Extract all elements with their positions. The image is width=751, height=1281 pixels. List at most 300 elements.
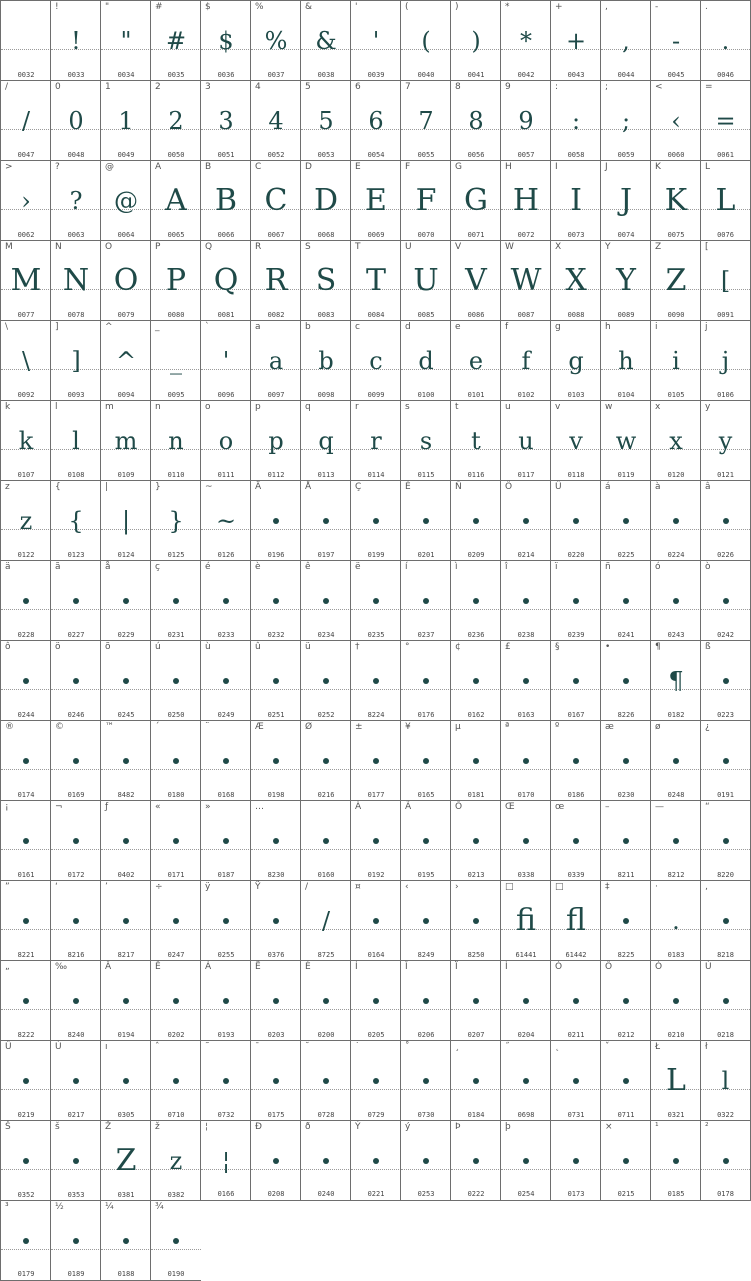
missing-glyph-dot-icon xyxy=(123,678,129,684)
cell-code-label: 0240 xyxy=(317,1190,335,1198)
baseline-guide xyxy=(501,1089,551,1090)
cell-char-label: O xyxy=(105,242,113,252)
cell-char-label: Ü xyxy=(555,482,562,492)
cell-char-label: ¤ xyxy=(355,882,361,892)
cell-code-label: 8225 xyxy=(617,951,635,959)
cell-code-label: 0107 xyxy=(17,471,35,479)
cell-char-label: Ê xyxy=(155,962,161,972)
glyph-sample: @ xyxy=(114,187,138,215)
glyph-sample: A xyxy=(165,183,187,218)
baseline-guide xyxy=(651,609,701,610)
cell-char-label: ] xyxy=(55,322,59,332)
baseline-guide xyxy=(301,769,351,770)
cell-char-label: — xyxy=(655,802,664,812)
glyph-cell xyxy=(500,720,551,801)
cell-char-label: ‹ xyxy=(405,882,409,892)
cell-char-label: M xyxy=(5,242,13,252)
cell-code-label: 0225 xyxy=(617,551,635,559)
cell-char-label: Ñ xyxy=(455,482,462,492)
cell-code-label: 0193 xyxy=(217,1031,235,1039)
cell-code-label: 0187 xyxy=(217,871,235,879)
baseline-guide xyxy=(51,769,101,770)
cell-char-label: Ã xyxy=(405,802,412,812)
cell-code-label: 0065 xyxy=(167,231,185,239)
glyph-sample: | xyxy=(121,507,131,535)
missing-glyph-dot-icon xyxy=(723,758,729,764)
baseline-guide xyxy=(501,769,551,770)
missing-glyph-dot-icon xyxy=(623,998,629,1004)
glyph-sample: W xyxy=(510,263,542,298)
cell-char-label: U xyxy=(405,242,412,252)
missing-glyph-dot-icon xyxy=(523,838,529,844)
cell-code-label: 0218 xyxy=(717,1031,734,1039)
cell-char-label: ã xyxy=(55,562,61,572)
cell-code-label: 0054 xyxy=(367,151,385,159)
missing-glyph-dot-icon xyxy=(573,838,579,844)
cell-char-label: N xyxy=(55,242,62,252)
glyph-cell xyxy=(50,800,101,881)
baseline-guide xyxy=(51,609,101,610)
cell-char-label: ¦ xyxy=(205,1122,209,1132)
cell-char-label: | xyxy=(105,482,109,492)
glyph-cell xyxy=(550,240,601,321)
cell-code-label: 0230 xyxy=(617,791,635,799)
glyph-sample: ) xyxy=(471,27,481,55)
missing-glyph-dot-icon xyxy=(73,758,79,764)
cell-code-label: 0171 xyxy=(167,871,185,879)
cell-char-label: e xyxy=(455,322,461,332)
cell-code-label: 0239 xyxy=(567,631,585,639)
baseline-guide xyxy=(301,609,351,610)
missing-glyph-dot-icon xyxy=(223,1078,229,1084)
cell-code-label: 0064 xyxy=(117,231,135,239)
glyph-cell xyxy=(300,80,351,161)
baseline-guide xyxy=(601,849,651,850)
cell-code-label: 0160 xyxy=(317,871,335,879)
cell-char-label: V xyxy=(455,242,462,252)
baseline-guide xyxy=(501,689,551,690)
cell-char-label: ¡ xyxy=(5,802,9,812)
glyph-cell xyxy=(450,400,501,481)
missing-glyph-dot-icon xyxy=(523,1078,529,1084)
cell-char-label: ø xyxy=(655,722,661,732)
cell-code-label: 0194 xyxy=(117,1031,135,1039)
glyph-cell xyxy=(50,480,101,561)
cell-char-label: ı xyxy=(105,1042,108,1052)
glyph-sample: { xyxy=(68,507,84,535)
glyph-cell xyxy=(600,560,651,641)
cell-char-label: á xyxy=(605,482,611,492)
glyph-cell xyxy=(450,560,501,641)
cell-char-label: Ó xyxy=(555,962,563,972)
cell-char-label: u xyxy=(505,402,511,412)
cell-char-label: s xyxy=(405,402,410,412)
cell-char-label: š xyxy=(55,1122,60,1132)
glyph-cell xyxy=(200,960,251,1041)
cell-char-label: l xyxy=(55,402,58,412)
cell-code-label: 0091 xyxy=(717,311,734,319)
cell-code-label: 0073 xyxy=(567,231,585,239)
cell-code-label: 0338 xyxy=(517,871,535,879)
cell-char-label: ˛ xyxy=(555,1042,560,1052)
baseline-guide xyxy=(551,529,601,530)
baseline-guide xyxy=(701,1009,750,1010)
cell-code-label: 0164 xyxy=(367,951,385,959)
glyph-cell xyxy=(300,1120,351,1201)
baseline-guide xyxy=(1,769,51,770)
glyph-cell xyxy=(0,880,51,961)
cell-code-label: 0100 xyxy=(417,391,435,399)
cell-code-label: 0097 xyxy=(267,391,285,399)
missing-glyph-dot-icon xyxy=(173,598,179,604)
glyph-cell xyxy=(350,640,401,721)
cell-code-label: 0250 xyxy=(167,711,185,719)
cell-code-label: 0076 xyxy=(717,231,734,239)
cell-char-label: k xyxy=(5,402,11,412)
cell-code-label: 0254 xyxy=(517,1190,535,1198)
cell-char-label: h xyxy=(605,322,611,332)
cell-char-label: Á xyxy=(205,962,212,972)
cell-char-label: É xyxy=(405,482,411,492)
cell-char-label: ñ xyxy=(605,562,611,572)
missing-glyph-dot-icon xyxy=(723,918,729,924)
glyph-cell xyxy=(0,560,51,641)
glyph-cell xyxy=(700,0,751,81)
cell-char-label: ½ xyxy=(55,1202,64,1212)
glyph-cell xyxy=(150,400,201,481)
missing-glyph-dot-icon xyxy=(673,598,679,604)
glyph-cell xyxy=(550,800,601,881)
missing-glyph-dot-icon xyxy=(173,998,179,1004)
baseline-guide xyxy=(201,689,251,690)
glyph-cell xyxy=(400,800,451,881)
glyph-sample: ¶ xyxy=(668,667,684,695)
missing-glyph-dot-icon xyxy=(623,1078,629,1084)
cell-char-label: ; xyxy=(605,82,609,92)
cell-code-label: 0084 xyxy=(367,311,385,319)
cell-char-label: Â xyxy=(105,962,112,972)
cell-char-label: Ž xyxy=(105,1122,112,1132)
glyph-cell xyxy=(0,400,51,481)
missing-glyph-dot-icon xyxy=(173,1238,179,1244)
glyph-cell xyxy=(550,960,601,1041)
missing-glyph-dot-icon xyxy=(623,1158,629,1164)
missing-glyph-dot-icon xyxy=(273,838,279,844)
glyph-cell xyxy=(50,1040,101,1121)
cell-code-label: 0234 xyxy=(317,631,335,639)
glyph-cell xyxy=(450,80,501,161)
cell-code-label: 0242 xyxy=(717,631,734,639)
glyph-sample: i xyxy=(672,347,680,375)
glyph-cell xyxy=(350,720,401,801)
glyph-sample: ! xyxy=(71,27,81,55)
missing-glyph-dot-icon xyxy=(323,758,329,764)
cell-char-label: # xyxy=(155,2,163,12)
glyph-cell xyxy=(200,1040,251,1121)
cell-char-label: ˘ xyxy=(305,1042,310,1052)
glyph-cell xyxy=(350,400,401,481)
cell-code-label: 0093 xyxy=(67,391,85,399)
cell-code-label: 0038 xyxy=(317,71,335,79)
baseline-guide xyxy=(151,609,201,610)
glyph-cell xyxy=(200,240,251,321)
baseline-guide xyxy=(601,1089,651,1090)
missing-glyph-dot-icon xyxy=(723,838,729,844)
cell-char-label: ³ xyxy=(5,1202,9,1212)
glyph-cell xyxy=(600,320,651,401)
glyph-cell xyxy=(0,80,51,161)
glyph-cell xyxy=(150,0,201,81)
glyph-cell xyxy=(350,240,401,321)
glyph-sample: O xyxy=(113,263,139,298)
missing-glyph-dot-icon xyxy=(173,918,179,924)
glyph-cell xyxy=(0,1120,51,1201)
glyph-cell xyxy=(550,720,601,801)
baseline-guide xyxy=(451,769,501,770)
missing-glyph-dot-icon xyxy=(473,518,479,524)
missing-glyph-dot-icon xyxy=(73,678,79,684)
glyph-cell xyxy=(200,400,251,481)
glyph-cell xyxy=(550,1120,601,1201)
missing-glyph-dot-icon xyxy=(623,918,629,924)
glyph-cell xyxy=(650,720,701,801)
missing-glyph-dot-icon xyxy=(523,1158,529,1164)
cell-code-label: 0174 xyxy=(17,791,35,799)
glyph-cell xyxy=(200,480,251,561)
glyph-cell xyxy=(50,720,101,801)
missing-glyph-dot-icon xyxy=(23,1158,29,1164)
glyph-cell xyxy=(50,880,101,961)
baseline-guide xyxy=(351,929,401,930)
glyph-cell xyxy=(250,640,301,721)
missing-glyph-dot-icon xyxy=(573,998,579,1004)
missing-glyph-dot-icon xyxy=(273,1078,279,1084)
baseline-guide xyxy=(501,609,551,610)
baseline-guide xyxy=(51,1169,101,1170)
missing-glyph-dot-icon xyxy=(723,678,729,684)
glyph-sample: ? xyxy=(69,187,83,215)
cell-char-label: ¿ xyxy=(705,722,710,732)
missing-glyph-dot-icon xyxy=(373,918,379,924)
baseline-guide xyxy=(101,769,151,770)
glyph-sample: 6 xyxy=(368,107,384,135)
cell-char-label: Z xyxy=(655,242,662,252)
cell-code-label: 0202 xyxy=(167,1031,185,1039)
cell-code-label: 0090 xyxy=(667,311,685,319)
cell-code-label: 0402 xyxy=(117,871,135,879)
baseline-guide xyxy=(451,609,501,610)
cell-code-label: 0381 xyxy=(117,1191,135,1199)
cell-char-label: ¢ xyxy=(455,642,461,652)
missing-glyph-dot-icon xyxy=(123,598,129,604)
glyph-sample: v xyxy=(569,427,583,455)
cell-code-label: 8482 xyxy=(117,791,135,799)
glyph-cell xyxy=(450,1040,501,1121)
glyph-cell xyxy=(350,160,401,241)
cell-char-label: ü xyxy=(305,642,311,652)
cell-code-label: 0235 xyxy=(367,631,385,639)
missing-glyph-dot-icon xyxy=(673,998,679,1004)
cell-code-label: 0172 xyxy=(67,871,85,879)
cell-code-label: 0245 xyxy=(117,711,135,719)
cell-code-label: 0069 xyxy=(367,231,385,239)
glyph-cell xyxy=(250,960,301,1041)
baseline-guide xyxy=(551,1089,601,1090)
missing-glyph-dot-icon xyxy=(673,518,679,524)
cell-char-label: ú xyxy=(155,642,161,652)
cell-char-label: □ xyxy=(555,882,564,892)
missing-glyph-dot-icon xyxy=(423,1158,429,1164)
cell-code-label: 0186 xyxy=(567,791,585,799)
baseline-guide xyxy=(551,849,601,850)
glyph-sample: I xyxy=(570,183,582,218)
cell-code-label: 0114 xyxy=(367,471,385,479)
cell-char-label: ª xyxy=(505,722,510,732)
cell-char-label: { xyxy=(55,482,61,492)
glyph-cell xyxy=(200,640,251,721)
cell-char-label: E xyxy=(355,162,361,172)
cell-code-label: 8725 xyxy=(317,951,335,959)
glyph-cell xyxy=(600,800,651,881)
glyph-cell xyxy=(400,0,451,81)
cell-code-label: 0322 xyxy=(717,1111,734,1119)
baseline-guide xyxy=(551,1009,601,1010)
glyph-cell xyxy=(100,960,151,1041)
cell-code-label: 0106 xyxy=(717,391,734,399)
cell-char-label: / xyxy=(5,82,9,92)
missing-glyph-dot-icon xyxy=(23,998,29,1004)
missing-glyph-dot-icon xyxy=(523,758,529,764)
cell-code-label: 0111 xyxy=(217,471,235,479)
glyph-cell xyxy=(650,320,701,401)
cell-char-label: X xyxy=(555,242,562,252)
missing-glyph-dot-icon xyxy=(473,758,479,764)
cell-code-label: 0124 xyxy=(117,551,135,559)
cell-char-label: ‰ xyxy=(55,962,68,972)
cell-char-label: _ xyxy=(155,322,160,332)
missing-glyph-dot-icon xyxy=(473,838,479,844)
cell-char-label: j xyxy=(705,322,708,332)
cell-char-label: ä xyxy=(5,562,11,572)
glyph-sample: N xyxy=(62,263,90,298)
glyph-cell xyxy=(700,320,751,401)
glyph-sample: P xyxy=(165,263,187,298)
cell-char-label: $ xyxy=(205,2,211,12)
baseline-guide xyxy=(351,769,401,770)
cell-char-label: µ xyxy=(455,722,461,732)
glyph-cell xyxy=(500,160,551,241)
cell-code-label: 8217 xyxy=(117,951,135,959)
cell-code-label: 0214 xyxy=(517,551,535,559)
glyph-cell xyxy=(400,720,451,801)
glyph-cell xyxy=(350,1120,401,1201)
glyph-cell xyxy=(600,720,651,801)
cell-code-label: 0116 xyxy=(467,471,485,479)
glyph-sample: 5 xyxy=(318,107,334,135)
cell-code-label: 0115 xyxy=(417,471,435,479)
missing-glyph-dot-icon xyxy=(573,1158,579,1164)
glyph-cell xyxy=(250,560,301,641)
missing-glyph-dot-icon xyxy=(223,598,229,604)
cell-code-label: 0040 xyxy=(417,71,435,79)
cell-code-label: 0223 xyxy=(717,711,734,719)
cell-code-label: 0195 xyxy=(417,871,435,879)
glyph-cell xyxy=(200,160,251,241)
cell-code-label: 0184 xyxy=(467,1111,485,1119)
cell-code-label: 0210 xyxy=(667,1031,685,1039)
cell-code-label: 0053 xyxy=(317,151,335,159)
glyph-sample: q xyxy=(318,427,334,455)
glyph-sample: g xyxy=(568,347,584,375)
cell-char-label: Ÿ xyxy=(255,882,261,892)
cell-code-label: 0201 xyxy=(417,551,435,559)
glyph-cell xyxy=(600,80,651,161)
cell-char-label: ‡ xyxy=(605,882,610,892)
glyph-cell xyxy=(250,880,301,961)
missing-glyph-dot-icon xyxy=(423,838,429,844)
cell-code-label: 0729 xyxy=(367,1111,385,1119)
glyph-sample: m xyxy=(114,427,138,455)
baseline-guide xyxy=(501,1169,551,1170)
missing-glyph-dot-icon xyxy=(323,1078,329,1084)
cell-char-label: £ xyxy=(505,642,511,652)
cell-code-label: 0121 xyxy=(717,471,734,479)
cell-code-label: 0185 xyxy=(667,1190,685,1198)
missing-glyph-dot-icon xyxy=(373,998,379,1004)
cell-code-label: 0067 xyxy=(267,231,285,239)
glyph-cell xyxy=(150,1120,201,1201)
glyph-sample: ' xyxy=(222,347,230,375)
glyph-sample: : xyxy=(571,107,581,135)
cell-code-label: 0118 xyxy=(567,471,585,479)
cell-code-label: 0096 xyxy=(217,391,235,399)
baseline-guide xyxy=(1,1089,51,1090)
cell-char-label: Ú xyxy=(705,962,712,972)
baseline-guide xyxy=(401,529,451,530)
cell-code-label: 0163 xyxy=(517,711,535,719)
cell-char-label: [ xyxy=(705,242,709,252)
cell-code-label: 0321 xyxy=(667,1111,685,1119)
cell-code-label: 0179 xyxy=(17,1270,35,1278)
cell-code-label: 8216 xyxy=(67,951,85,959)
glyph-cell xyxy=(150,560,201,641)
cell-char-label: Û xyxy=(5,1042,12,1052)
missing-glyph-dot-icon xyxy=(573,518,579,524)
cell-code-label: 0051 xyxy=(217,151,235,159)
glyph-cell xyxy=(100,1200,151,1281)
cell-code-label: 0081 xyxy=(217,311,235,319)
glyph-cell xyxy=(300,720,351,801)
cell-char-label: & xyxy=(305,2,313,12)
cell-code-label: 0213 xyxy=(467,871,485,879)
cell-code-label: 0055 xyxy=(417,151,435,159)
cell-code-label: 8250 xyxy=(467,951,485,959)
cell-char-label: † xyxy=(355,642,360,652)
glyph-sample: # xyxy=(165,27,187,55)
baseline-guide xyxy=(651,529,701,530)
cell-code-label: 0231 xyxy=(167,631,185,639)
missing-glyph-dot-icon xyxy=(423,1078,429,1084)
glyph-cell xyxy=(250,320,301,401)
cell-char-label: ° xyxy=(405,642,410,652)
baseline-guide xyxy=(301,849,351,850)
glyph-cell xyxy=(100,160,151,241)
missing-glyph-dot-icon xyxy=(473,598,479,604)
glyph-cell xyxy=(600,160,651,241)
baseline-guide xyxy=(601,529,651,530)
cell-code-label: 0089 xyxy=(617,311,635,319)
missing-glyph-dot-icon xyxy=(473,998,479,1004)
